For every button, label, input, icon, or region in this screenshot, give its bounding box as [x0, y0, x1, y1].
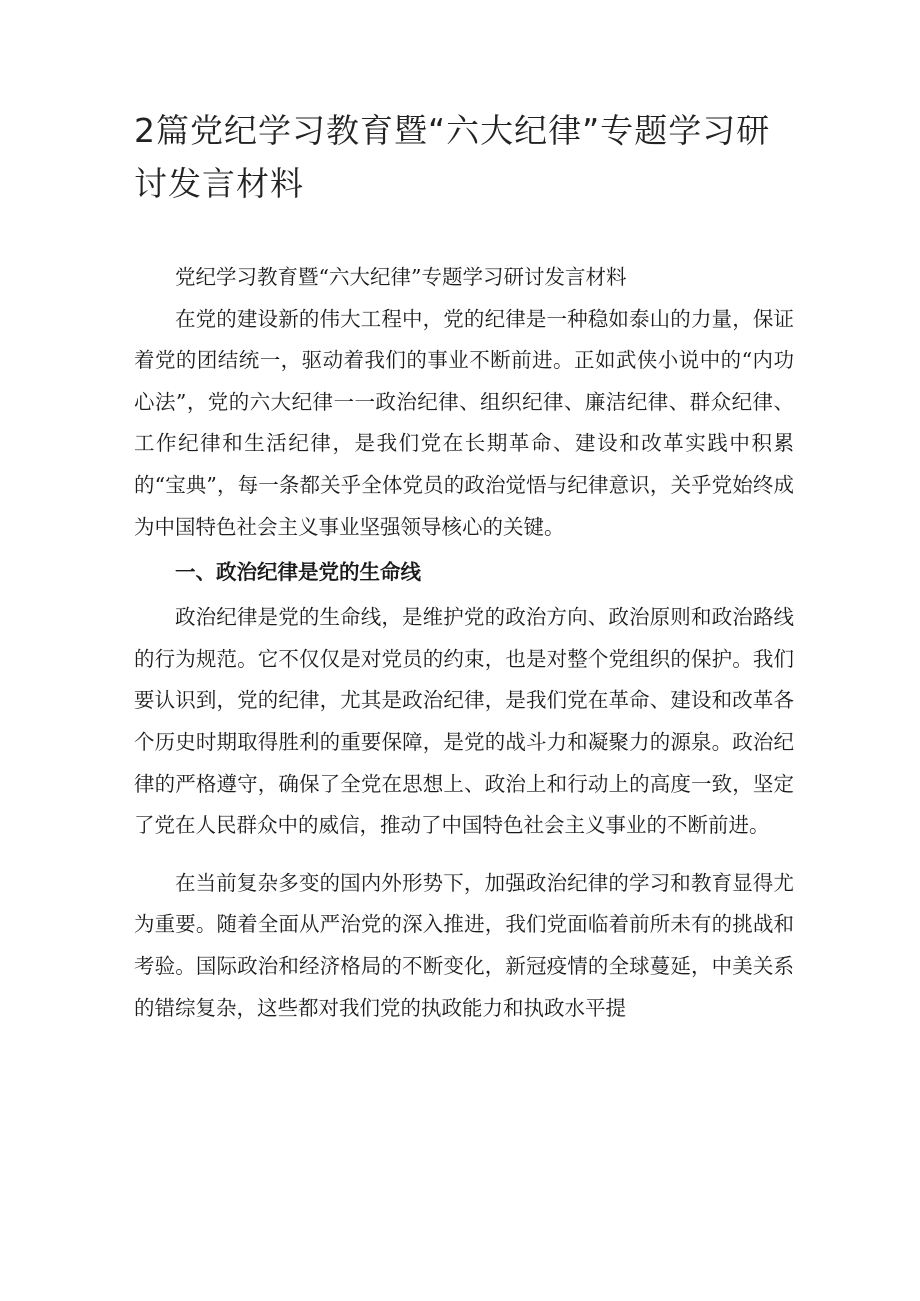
document-body	[134, 257, 794, 1029]
body-paragraph: 在当前复杂多变的国内外形势下，加强政治纪律的学习和教育显得尤为重要。随着全面从严治党的深入推进，我们党面临着前所未有的挑战和考验。国际政治和经济格局的不断变化，新冠疫情的全球蔓延，中美关系的错综复杂，这些都对我们党的执政能力和执政水平提	[134, 870, 794, 1020]
section-heading: 一、政治纪律是党的生命线	[175, 560, 421, 585]
document-subtitle: 党纪学习教育暨“六大纪律”专题学习研讨发言材料	[175, 265, 627, 289]
intro-paragraph: 在党的建设新的伟大工程中，党的纪律是一种稳如泰山的力量，保证着党的团结统一，驱动着我们的事业不断前进。正如武侠小说中的“内功心法”，党的六大纪律一一政治纪律、组织纪律、廉洁纪律、群众纪律、工作纪律和生活纪律，是我们党在长期革命、建设和改革实践中积累的“宝典”，每一条都关乎全体党员的政治觉悟与纪律意识，关乎党始终成为中国特色社会主义事业坚强领导核心的关键。	[134, 306, 794, 539]
paragraph-gap	[134, 847, 794, 863]
document-title: 2篇党纪学习教育暨“六大纪律”专题学习研讨发言材料	[134, 111, 771, 203]
body-paragraph: 政治纪律是党的生命线，是维护党的政治方向、政治原则和政治路线的行为规范。它不仅仅是对党员的约束，也是对整个党组织的保护。我们要认识到，党的纪律，尤其是政治纪律，是我们党在革命、建设和改革各个历史时期取得胜利的重要保障，是党的战斗力和凝聚力的源泉。政治纪律的严格遵守，确保了全党在思想上、政治上和行动上的高度一致，坚定了党在人民群众中的威信，推动了中国特色社会主义事业的不断前进。	[134, 605, 794, 838]
